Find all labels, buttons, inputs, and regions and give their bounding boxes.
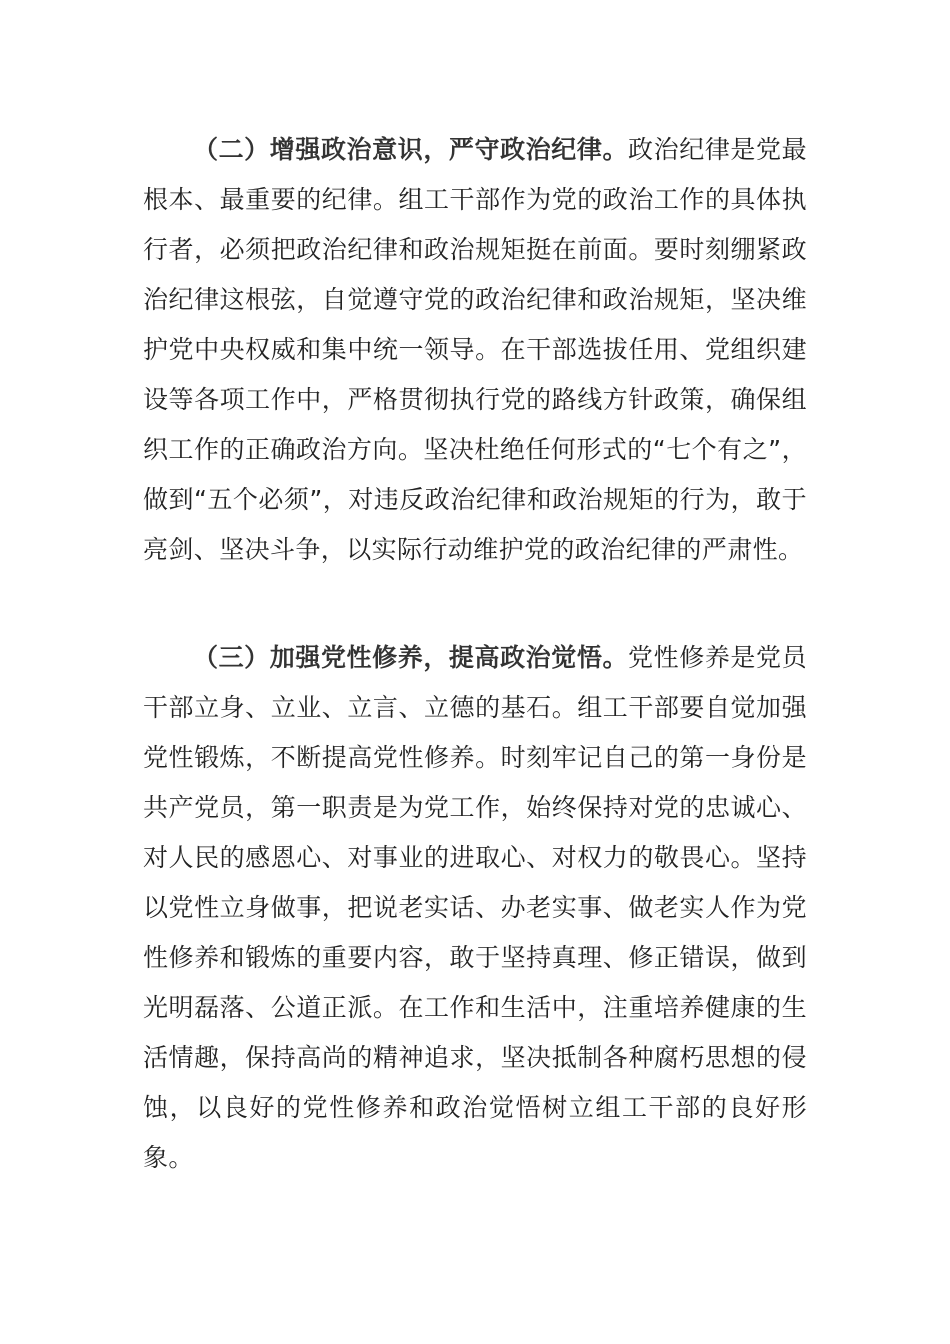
section-body: 党性修养是党员干部立身、立业、立言、立德的基石。组工干部要自觉加强党性锻炼，不断提高党性修养。时刻牢记自己的第一身份是共产党员，第一职责是为党工作，始终保持对党的忠诚心、对人民的感恩心、对事业的进取心、对权力的敬畏心。坚持以党性立身做事，把说老实话、办老实事、做老实人作为党性修养和锻炼的重要内容，敢于坚持真理、修正错误，做到光明磊落、公道正派。在工作和生活中，注重培养健康的生活情趣，保持高尚的精神追求，坚决抵制各种腐朽思想的侵蚀，以良好的党性修养和政治觉悟树立组工干部的良好形象。 [143,643,807,1172]
section-body: 政治纪律是党最根本、最重要的纪律。组工干部作为党的政治工作的具体执行者，必须把政治纪律和政治规矩挺在前面。要时刻绷紧政治纪律这根弦，自觉遵守党的政治纪律和政治规矩，坚决维护党中央权威和集中统一领导。在干部选拔任用、党组织建设等各项工作中，严格贯彻执行党的路线方针政策，确保组织工作的正确政治方向。坚决杜绝任何形式的“七个有之”，做到“五个必须”，对违反政治纪律和政治规矩的行为，敢于亮剑、坚决斗争，以实际行动维护党的政治纪律的严肃性。 [143,135,807,564]
paragraph-section-2 [143,125,807,575]
paragraph [143,125,807,575]
paragraph-section-3 [143,633,807,1183]
section-heading: （三）加强党性修养，提高政治觉悟。 [193,643,629,672]
section-heading: （二）增强政治意识，严守政治纪律。 [193,135,629,164]
paragraph [143,633,807,1183]
